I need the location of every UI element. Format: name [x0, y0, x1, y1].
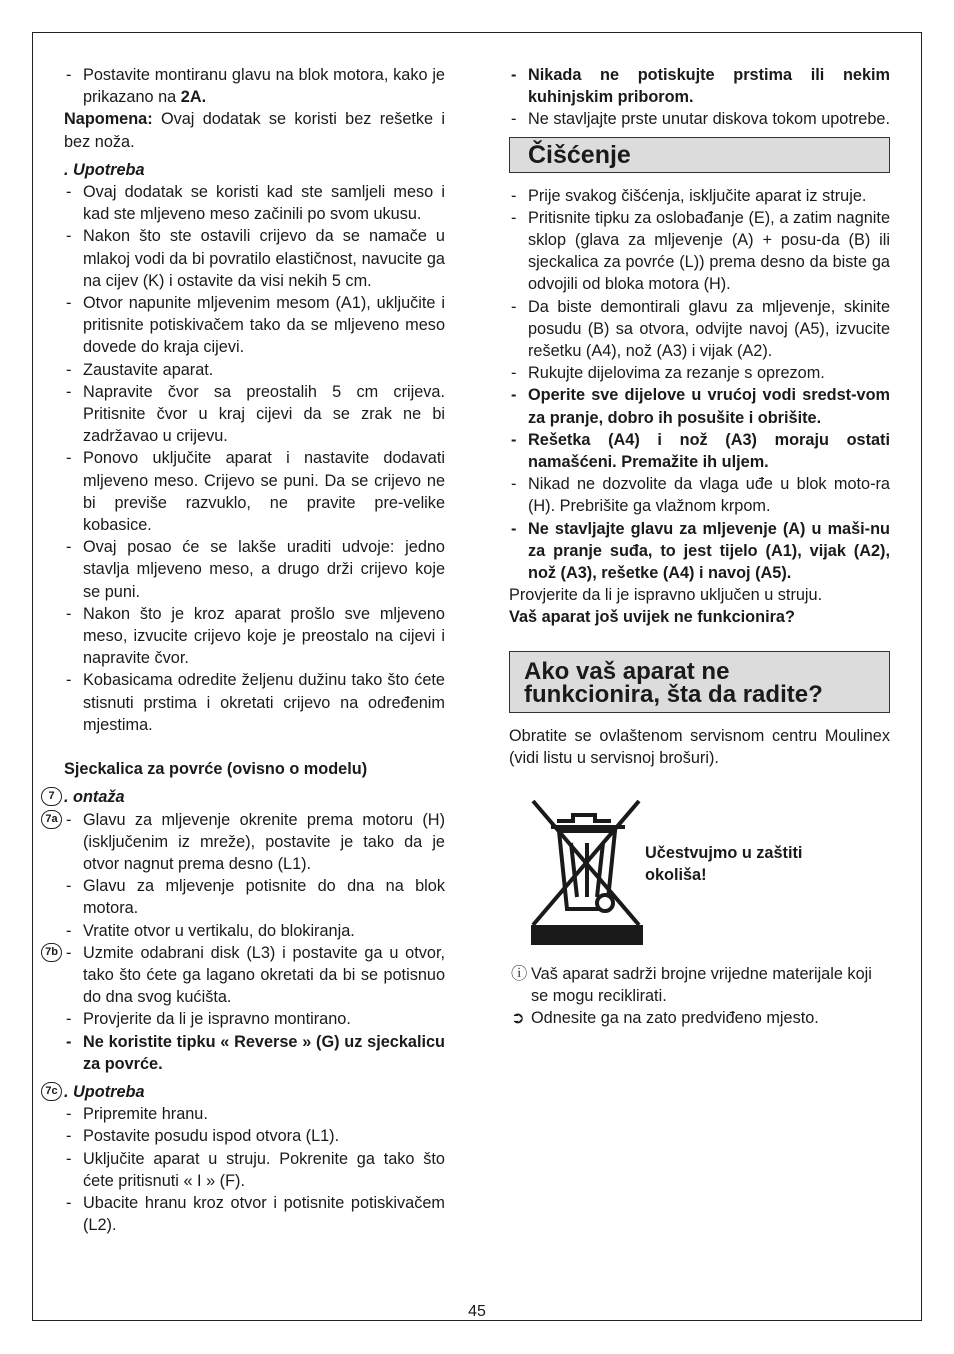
note-label: Napomena: — [64, 110, 153, 129]
warning-item: - Nikada ne potiskujte prstima ili nekim kuhinjskim priborom. — [509, 64, 890, 108]
list-item: - Uključite aparat u struju. Pokrenite ga tako što ćete pritisnuti « I » (F). — [64, 1148, 445, 1192]
list-item: - Vratite otvor u vertikalu, do blokiranja. — [64, 920, 445, 942]
list-item: - Pritisnite tipku za oslobađanje (E), a zatim nagnite sklop (glava za mljevenje (A) + posu-da (B) ili sjeckalica za povrće (L)) prema desno da biste ga odvojili od bloka motora (H). — [509, 207, 890, 296]
list-item: - Kobasicama odredite željenu dužinu tako što ćete stisnuti prstima i okretati crijevo na određenim mjestima. — [64, 669, 445, 736]
figure-ref: 2A. — [180, 88, 207, 107]
figure-badge: 7c — [41, 1082, 62, 1101]
warning-item: - Operite sve dijelove u vrućoj vodi sredst-vom za pranje, dobro ih posušite i obrišite. — [509, 384, 890, 428]
troubleshooting-title: Ako vaš aparat ne funkcionira, šta da radite? — [509, 651, 890, 713]
list-item: - Uzmite odabrani disk (L3) i postavite ga u otvor, tako što ćete ga lagano okretati da bi se potisnuo do dna svog kućišta. — [64, 942, 445, 1009]
list-item: - Ponovo uključite aparat i nastavite dodavati mljeveno meso. Crijevo se puni. Da se crijevo ne bi previše razvuklo, ne pravite pre-velike kobasice. — [64, 447, 445, 536]
info-note: ⓘ Vaš aparat sadrži brojne vrijedne materijale koji se mogu reciklirati. — [511, 965, 872, 1006]
list-item: - Otvor napunite mljevenim mesom (A1), uključite i pritisnite potiskivačem tako da se mljeveno meso dovede do kraja cijevi. — [64, 292, 445, 359]
list-item: - Provjerite da li je ispravno montirano. — [64, 1008, 445, 1030]
usage2-section — [45, 1081, 445, 1236]
list-item: - Ubacite hranu kroz otvor i potisnite potiskivačem (L2). — [64, 1192, 445, 1236]
warning-item: - Ne stavljajte glavu za mljevenje (A) u maši-nu za pranje suđa, to jest tijelo (A1), vijak (A2), nož (A3), rešetke (A4) i navoj (A5). — [509, 518, 890, 585]
list-item: - Da biste demontirali glavu za mljevenje, skinite posudu (B) sa otvora, odvijte navoj (A5), izvucite rešetku (A4), nož (A3) i vijak (A2). — [509, 296, 890, 363]
cleaning-title: Čišćenje — [509, 137, 890, 173]
list-item: - Nakon što je kroz aparat prošlo sve mljeveno meso, izvucite crijevo koje je preostalo na cijevi i napravite čvor. — [64, 603, 445, 670]
list-item: - Glavu za mljevenje potisnite do dna na blok motora. — [64, 875, 445, 919]
usage2-heading: . Upotreba — [64, 1082, 145, 1101]
warning-item: - Ne koristite tipku « Reverse » (G) uz sjeckalicu za povrće. — [64, 1031, 445, 1075]
list-item: - Glavu za mljevenje okrenite prema motoru (H) (isključenim iz mreže), postavite je tako da je otvor nagnut prema desno (L1). — [64, 809, 445, 876]
figure-badge: 7a — [41, 810, 62, 829]
check-text: Provjerite da li je ispravno uključen u struju. — [509, 586, 823, 605]
figure-badge: 7b — [41, 943, 62, 962]
environment-block — [509, 797, 890, 957]
list-item: - Prije svakog čišćenja, isključite aparat iz struje. — [509, 185, 890, 207]
list-item: - Zaustavite aparat. — [64, 359, 445, 381]
usage-heading: . Upotreba — [64, 160, 145, 179]
figure-badge: 7 — [41, 787, 62, 806]
page-number: 45 — [468, 1303, 486, 1320]
list-item: - Ovaj dodatak se koristi kad ste samljeli meso i kad ste mljeveno meso začinili po svom ukusu. — [64, 181, 445, 225]
list-item: - Napravite čvor sa preostalih 5 cm crijeva. Pritisnite čvor u kraj cijevi da se zrak ne bi zadržavao u crijevu. — [64, 381, 445, 448]
list-item: - Postavite montiranu glavu na blok motora, kako je prikazano na 2A. — [64, 64, 445, 108]
list-item: - Ne stavljajte prste unutar diskova tokom upotrebe. — [509, 108, 890, 130]
warning-item: - Rešetka (A4) i nož (A3) moraju ostati namašćeni. Premažite ih uljem. — [509, 429, 890, 473]
slicer-heading: Sjeckalica za povrće (ovisno o modelu) — [64, 760, 368, 779]
list-item: - Ovaj posao će se lakše uraditi udvoje: jedno stavlja mljeveno meso, a drugo drži crijevo koje se puni. — [64, 536, 445, 603]
note-paragraph: Napomena: Ovaj dodatak se koristi bez rešetke i bez noža. — [64, 110, 445, 151]
crossed-bin-icon — [529, 797, 649, 947]
environment-text: Učestvujmo u zaštiti okoliša! — [645, 844, 803, 885]
list-item: - Rukujte dijelovima za rezanje s oprezom. — [509, 362, 890, 384]
arrow-right-icon: ➲ — [511, 1009, 525, 1028]
still-not-working-text: Vaš aparat još uvijek ne funkcionira? — [509, 608, 795, 627]
service-text: Obratite se ovlaštenom servisnom centru Moulinex (vidi listu u servisnoj brošuri). — [509, 726, 890, 767]
left-column — [45, 64, 445, 1236]
list-item: - Nakon što ste ostavili crijevo da se namače u mlakoj vodi da bi povratilo elastičnost, navucite ga na cijev (K) i ostavite da visi nekih 5 cm. — [64, 225, 445, 292]
right-column — [509, 64, 890, 1030]
info-icon: ⓘ — [511, 965, 528, 984]
mount-section — [45, 786, 445, 1075]
list-item: - Postavite posudu ispod otvora (L1). — [64, 1125, 445, 1147]
arrow-note: ➲ Odnesite ga na zato predviđeno mjesto. — [509, 1007, 890, 1029]
usage-list — [64, 181, 445, 736]
list-item: - Nikad ne dozvolite da vlaga uđe u blok moto-ra (H). Prebrišite ga vlažnom krpom. — [509, 473, 890, 517]
list-item: - Pripremite hranu. — [64, 1103, 445, 1125]
mount-heading: . ontaža — [64, 788, 125, 807]
